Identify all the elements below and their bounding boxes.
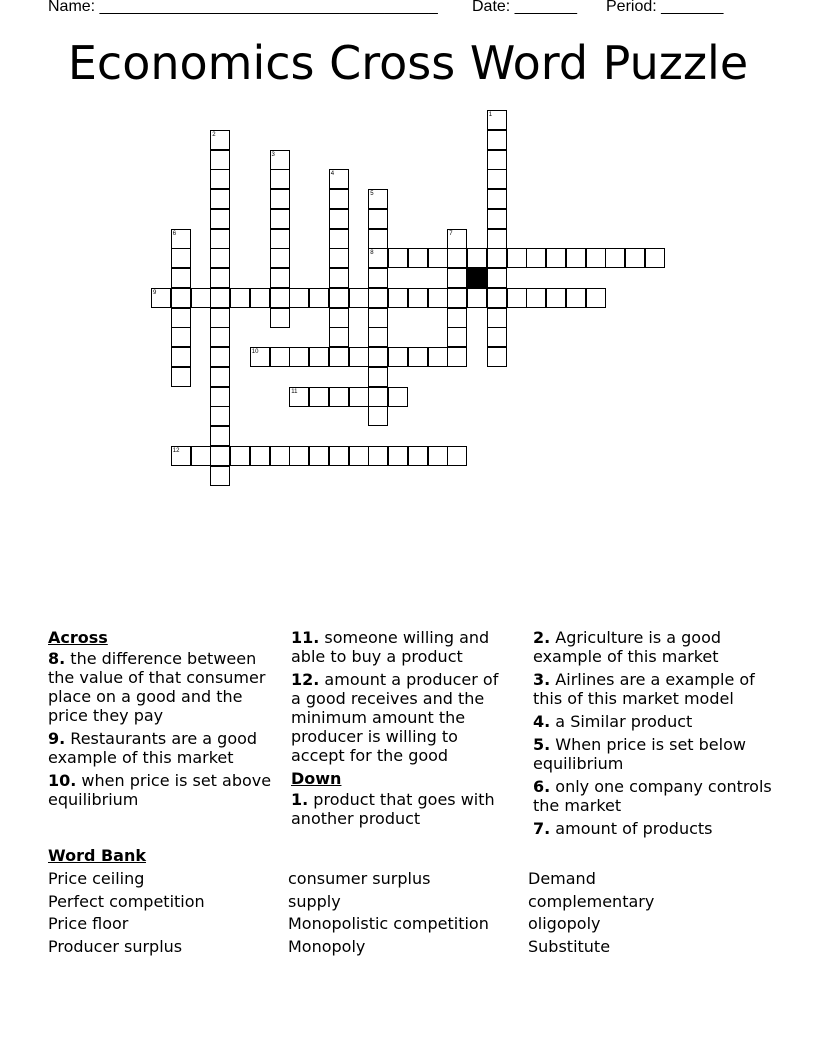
word-bank-item: Monopoly: [288, 937, 366, 957]
grid-cell[interactable]: [230, 288, 250, 308]
clue-number: 1: [488, 112, 493, 118]
grid-cell[interactable]: [368, 229, 388, 249]
grid-cell[interactable]: [487, 347, 507, 367]
grid-cell[interactable]: [447, 308, 467, 328]
word-bank-item: Demand: [528, 869, 596, 888]
grid-cell[interactable]: [309, 288, 329, 308]
word-bank-heading: Word Bank: [48, 846, 147, 865]
grid-cell[interactable]: [210, 347, 230, 367]
clue-number: 5: [370, 191, 374, 197]
grid-cell[interactable]: [447, 268, 467, 288]
grid-cell[interactable]: [329, 308, 349, 328]
grid-cell[interactable]: [329, 189, 349, 209]
grid-cell[interactable]: [329, 327, 349, 347]
grid-cell[interactable]: [210, 446, 230, 466]
grid-cell[interactable]: [487, 189, 507, 209]
grid-cell[interactable]: [270, 308, 290, 328]
clues-column-3: [533, 628, 773, 842]
black-cell: [467, 268, 487, 288]
grid-cell[interactable]: [487, 169, 507, 189]
grid-cell[interactable]: [210, 327, 230, 347]
grid-cell[interactable]: [447, 288, 467, 308]
grid-cell[interactable]: [309, 387, 329, 407]
grid-cell[interactable]: [210, 248, 230, 268]
clue-across-12: 12. amount a producer of a good receives and the minimum amount the producer is willing to accept for the good: [291, 670, 499, 765]
grid-cell[interactable]: [309, 347, 329, 367]
clue-number: 10: [251, 349, 259, 355]
grid-cell[interactable]: [388, 248, 408, 268]
grid-cell[interactable]: [368, 327, 388, 347]
grid-cell[interactable]: [329, 387, 349, 407]
grid-cell[interactable]: [210, 426, 230, 446]
grid-cell[interactable]: [467, 288, 487, 308]
grid-cell[interactable]: [467, 248, 487, 268]
grid-cell[interactable]: [329, 347, 349, 367]
grid-cell[interactable]: [210, 367, 230, 387]
grid-cell[interactable]: [191, 446, 211, 466]
clues-column-2: [291, 628, 513, 832]
grid-cell[interactable]: [408, 248, 428, 268]
clue-number: 7: [449, 230, 453, 237]
page-title: Economics Cross Word Puzzle: [67, 36, 749, 90]
grid-cell[interactable]: [368, 268, 388, 288]
clue-number: 6: [172, 230, 177, 237]
clues-column-1: [48, 628, 280, 813]
grid-cell[interactable]: [210, 150, 230, 170]
grid-cell[interactable]: [171, 347, 191, 367]
down-heading: Down: [291, 769, 342, 788]
grid-cell[interactable]: [270, 229, 290, 249]
grid-cell[interactable]: [487, 268, 507, 288]
clue-number: 2: [212, 131, 216, 138]
clue-number: 11: [291, 388, 298, 395]
grid-cell[interactable]: [487, 209, 507, 229]
grid-cell[interactable]: [289, 288, 309, 308]
grid-cell[interactable]: [210, 169, 230, 189]
word-bank-item: Monopolistic competition: [288, 914, 489, 934]
grid-cell[interactable]: [487, 130, 507, 150]
grid-cell[interactable]: [507, 248, 527, 268]
grid-cell[interactable]: [447, 347, 467, 367]
grid-cell[interactable]: [270, 189, 290, 209]
clue-number: 3: [271, 151, 275, 158]
crossword-grid: [0, 0, 816, 520]
word-bank-item: supply: [288, 891, 341, 911]
grid-cell[interactable]: [368, 347, 388, 367]
grid-cell[interactable]: [428, 248, 448, 268]
grid-cell[interactable]: [210, 288, 230, 308]
grid-cell[interactable]: [329, 209, 349, 229]
grid-cell[interactable]: [171, 308, 191, 328]
grid-cell[interactable]: [408, 288, 428, 308]
grid-cell[interactable]: [566, 288, 586, 308]
grid-cell[interactable]: [270, 248, 290, 268]
word-bank-item: consumer surplus: [288, 869, 431, 888]
grid-cell[interactable]: [329, 446, 349, 466]
grid-cell[interactable]: [171, 367, 191, 387]
word-bank-column-3: [528, 868, 654, 959]
grid-cell[interactable]: [487, 248, 507, 268]
grid-cell[interactable]: [210, 189, 230, 209]
grid-cell[interactable]: [349, 347, 369, 367]
grid-cell[interactable]: [270, 268, 290, 288]
grid-cell[interactable]: [526, 248, 546, 268]
grid-cell[interactable]: [526, 288, 546, 308]
grid-cell[interactable]: [368, 446, 388, 466]
grid-cell[interactable]: [210, 387, 230, 407]
grid-cell[interactable]: [487, 327, 507, 347]
clue-number: 12: [172, 447, 180, 454]
grid-cell[interactable]: [210, 229, 230, 249]
grid-cell[interactable]: [171, 288, 191, 308]
name-field[interactable]: Name: ______________________________________: [48, 0, 438, 15]
word-bank-item: Price ceiling: [48, 869, 145, 888]
grid-cell[interactable]: [586, 248, 606, 268]
grid-cell[interactable]: [171, 248, 191, 268]
grid-cell[interactable]: [388, 288, 408, 308]
word-bank-item: oligopoly: [528, 914, 601, 934]
clue-number: 4: [330, 171, 335, 178]
grid-cell[interactable]: [408, 446, 428, 466]
word-bank-item: Producer surplus: [48, 937, 183, 957]
clue-down-7: 7. amount of products: [533, 819, 713, 838]
word-bank-item: complementary: [528, 891, 655, 911]
grid-cell[interactable]: [309, 446, 329, 466]
word-bank-item: Perfect competition: [48, 891, 205, 911]
grid-cell[interactable]: [487, 229, 507, 249]
grid-cell[interactable]: [368, 308, 388, 328]
grid-cell[interactable]: [349, 446, 369, 466]
across-heading: Across: [48, 628, 108, 647]
grid-cell[interactable]: [368, 367, 388, 387]
clue-down-3: 3. Airlines are a example of this of this market model: [533, 670, 755, 708]
grid-cell[interactable]: [645, 248, 665, 268]
grid-cell[interactable]: [428, 347, 448, 367]
period-field[interactable]: Period: _______: [606, 0, 724, 15]
grid-cell[interactable]: [586, 288, 606, 308]
grid-cell[interactable]: [408, 347, 428, 367]
clue-down-4: 4. a Similar product: [533, 712, 693, 731]
grid-cell[interactable]: [566, 248, 586, 268]
grid-cell[interactable]: [270, 209, 290, 229]
clue-across-11: 11. someone willing and able to buy a product: [291, 628, 490, 666]
grid-cell[interactable]: [447, 327, 467, 347]
clue-down-6: 6. only one company controls the market: [533, 777, 772, 815]
clue-number: 9: [153, 289, 157, 296]
grid-cell[interactable]: [289, 347, 309, 367]
word-bank-item: Substitute: [528, 937, 611, 957]
grid-cell[interactable]: [447, 446, 467, 466]
grid-cell[interactable]: [171, 327, 191, 347]
grid-cell[interactable]: [487, 150, 507, 170]
grid-cell[interactable]: [546, 248, 566, 268]
grid-cell[interactable]: [625, 248, 645, 268]
grid-cell[interactable]: [329, 248, 349, 268]
clue-down-1: 1. product that goes with another product: [291, 790, 495, 828]
grid-cell[interactable]: [329, 268, 349, 288]
grid-cell[interactable]: [388, 347, 408, 367]
grid-cell[interactable]: [289, 446, 309, 466]
grid-cell[interactable]: [210, 406, 230, 426]
grid-cell[interactable]: [447, 248, 467, 268]
clue-across-9: 9. Restaurants are a good example of this market: [48, 729, 258, 767]
grid-cell[interactable]: [428, 288, 448, 308]
grid-cell[interactable]: [329, 288, 349, 308]
grid-cell[interactable]: [250, 288, 270, 308]
grid-cell[interactable]: [270, 347, 290, 367]
grid-cell[interactable]: [368, 209, 388, 229]
grid-cell[interactable]: [487, 288, 507, 308]
grid-cell[interactable]: [388, 446, 408, 466]
grid-cell[interactable]: [270, 288, 290, 308]
grid-cell[interactable]: [546, 288, 566, 308]
grid-cell[interactable]: [210, 209, 230, 229]
grid-cell[interactable]: [507, 288, 527, 308]
grid-cell[interactable]: [605, 248, 625, 268]
date-field[interactable]: Date: _______: [472, 0, 577, 15]
grid-cell[interactable]: [368, 387, 388, 407]
grid-cell[interactable]: [349, 288, 369, 308]
grid-cell[interactable]: [210, 308, 230, 328]
grid-cell[interactable]: [368, 406, 388, 426]
grid-cell[interactable]: [210, 466, 230, 486]
grid-cell[interactable]: [428, 446, 448, 466]
word-bank-column-2: [288, 868, 489, 959]
grid-cell[interactable]: [329, 229, 349, 249]
grid-cell[interactable]: [487, 308, 507, 328]
clue-down-2: 2. Agriculture is a good example of this market: [533, 628, 722, 666]
grid-cell[interactable]: [388, 387, 408, 407]
grid-cell[interactable]: [349, 387, 369, 407]
grid-cell[interactable]: [210, 268, 230, 288]
grid-cell[interactable]: [368, 288, 388, 308]
clue-across-10: 10. when price is set above equilibrium: [48, 771, 272, 809]
word-bank-item: Price floor: [48, 914, 129, 934]
word-bank-column-1: [48, 868, 205, 959]
grid-cell[interactable]: [270, 169, 290, 189]
grid-cell[interactable]: [171, 268, 191, 288]
clue-down-5: 5. When price is set below equilibrium: [533, 735, 746, 773]
clue-across-8: 8. the difference between the value of that consumer place on a good and the price they pay: [48, 649, 266, 725]
grid-cell[interactable]: [270, 446, 290, 466]
grid-cell[interactable]: [191, 288, 211, 308]
clue-number: 8: [370, 250, 374, 257]
grid-cell[interactable]: [230, 446, 250, 466]
grid-cell[interactable]: [250, 446, 270, 466]
